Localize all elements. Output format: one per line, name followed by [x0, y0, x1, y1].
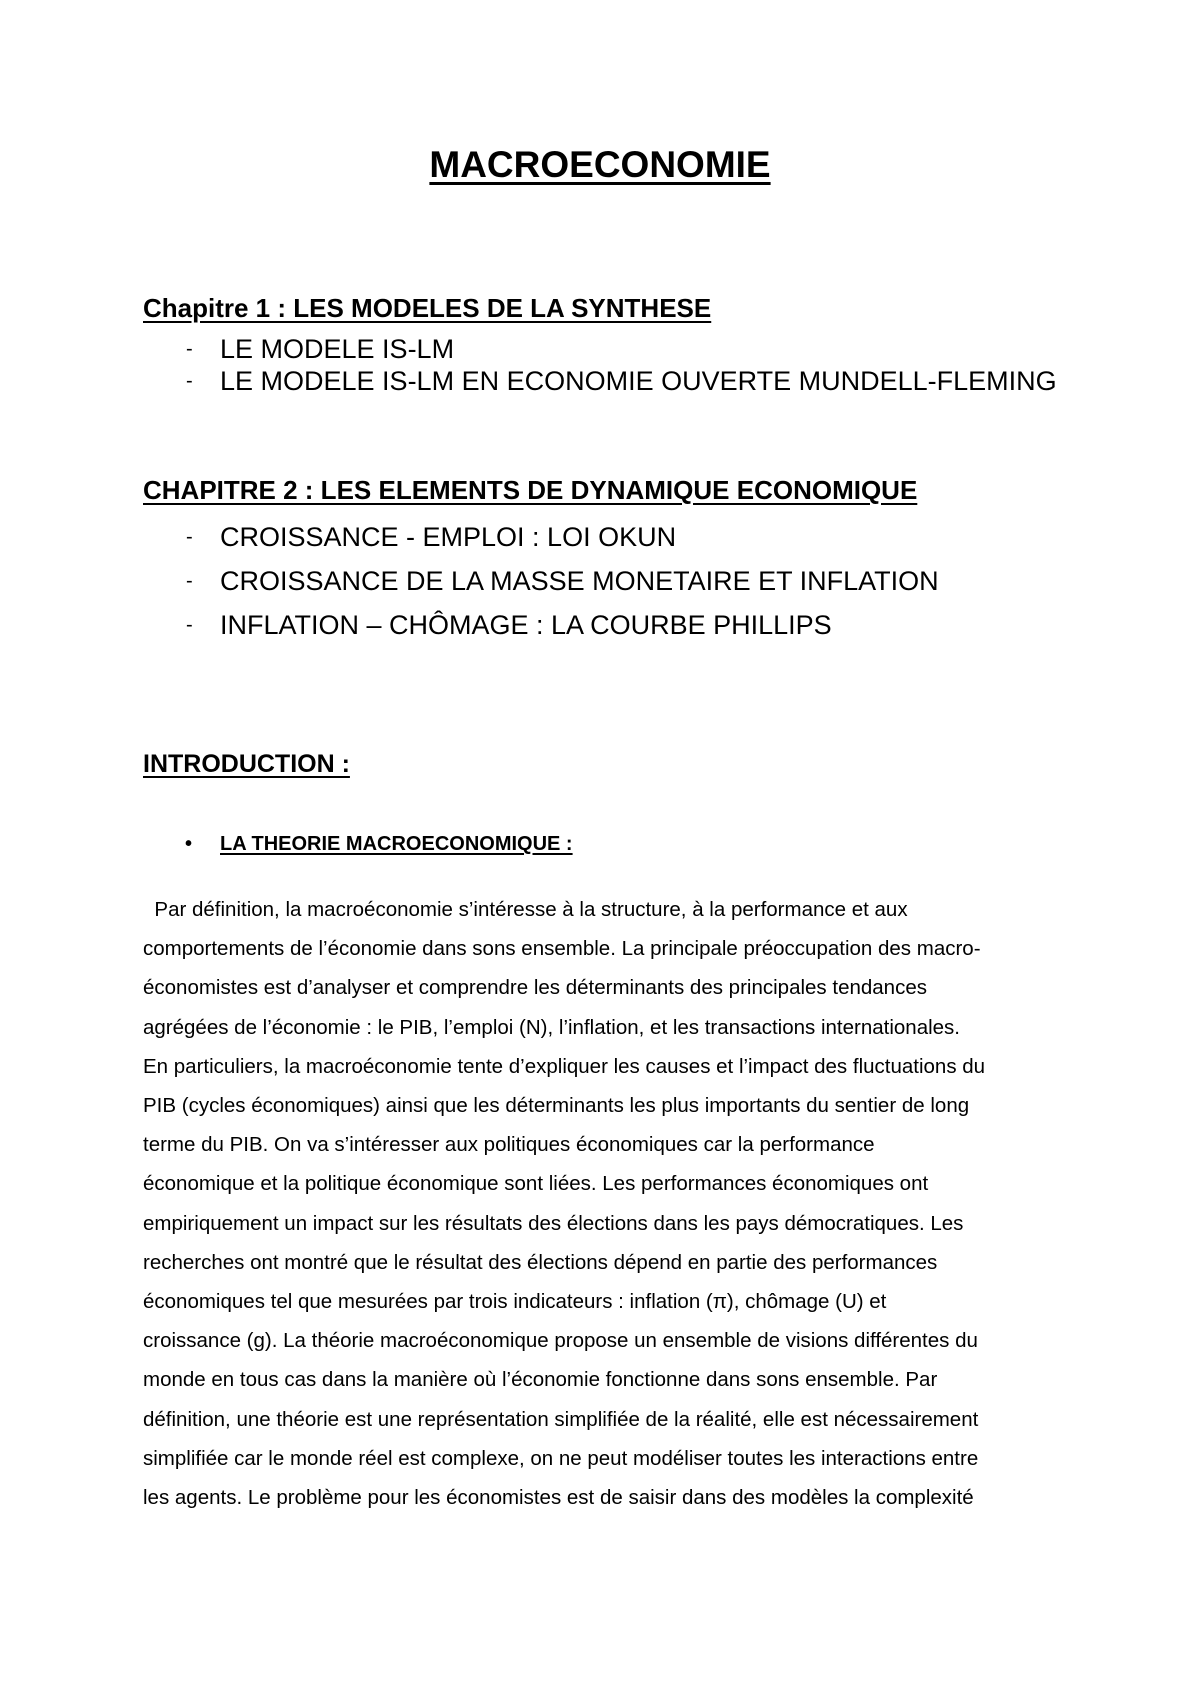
chapter-2-heading: CHAPITRE 2 : LES ELEMENTS DE DYNAMIQUE ECONOMIQUE: [143, 475, 918, 505]
dash-bullet: -: [186, 526, 193, 548]
list-item-text: LE MODELE IS-LM EN ECONOMIE OUVERTE MUNDELL-FLEMING: [220, 366, 1057, 396]
body-line: économiques tel que mesurées par trois indicateurs : inflation (π), chômage (U) et: [143, 1290, 887, 1314]
chapter-1-list: [143, 333, 1100, 397]
body-line: terme du PIB. On va s’intéresser aux politiques économiques car la performance: [143, 1133, 875, 1157]
dash-bullet: -: [186, 338, 193, 360]
introduction-heading: INTRODUCTION :: [143, 750, 350, 778]
subsection-title: LA THEORIE MACROECONOMIQUE :: [220, 833, 573, 855]
document-title: MACROECONOMIE: [429, 144, 771, 185]
body-line: recherches ont montré que le résultat des élections dépend en partie des performances: [143, 1250, 938, 1274]
body-line: comportements de l’économie dans sons ensemble. La principale préoccupation des macro-: [143, 937, 981, 961]
dash-bullet: -: [186, 614, 193, 636]
body-line: PIB (cycles économiques) ainsi que les déterminants les plus importants du sentier de long: [143, 1094, 970, 1118]
list-item-text: LE MODELE IS-LM: [220, 334, 455, 364]
bullet-dot: •: [185, 833, 193, 855]
chapter-1-heading: Chapitre 1 : LES MODELES DE LA SYNTHESE: [143, 293, 712, 323]
body-paragraph: [143, 890, 1068, 1517]
list-item: [143, 365, 1100, 397]
list-item: [143, 565, 939, 597]
body-line: économistes est d’analyser et comprendre les déterminants des principales tendances: [143, 976, 927, 1000]
body-line: empiriquement un impact sur les résultats des élections dans les pays démocratiques. Les: [143, 1211, 964, 1235]
list-item-text: INFLATION – CHÔMAGE : LA COURBE PHILLIPS: [220, 610, 832, 640]
body-line: agrégées de l’économie : le PIB, l’emploi (N), l’inflation, et les transactions internationales.: [143, 1015, 960, 1039]
dash-bullet: -: [186, 570, 193, 592]
list-item: [143, 521, 939, 553]
body-line: En particuliers, la macroéconomie tente d’expliquer les causes et l’impact des fluctuations du: [143, 1054, 986, 1078]
body-line: simplifiée car le monde réel est complexe, on ne peut modéliser toutes les interactions entre: [143, 1446, 979, 1470]
dash-bullet: -: [186, 370, 193, 392]
body-line: économique et la politique économique sont liées. Les performances économiques ont: [143, 1172, 929, 1196]
list-item-text: CROISSANCE DE LA MASSE MONETAIRE ET INFLATION: [220, 566, 939, 596]
body-line: monde en tous cas dans la manière où l’économie fonctionne dans sons ensemble. Par: [143, 1368, 938, 1392]
body-line: les agents. Le problème pour les économistes est de saisir dans des modèles la complexité: [143, 1486, 974, 1510]
body-line: définition, une théorie est une représentation simplifiée de la réalité, elle est nécessairement: [143, 1407, 979, 1431]
body-line: Par définition, la macroéconomie s’intéresse à la structure, à la performance et aux: [143, 898, 908, 921]
list-item-text: CROISSANCE - EMPLOI : LOI OKUN: [220, 522, 677, 552]
body-line: croissance (g). La théorie macroéconomique propose un ensemble de visions différentes du: [143, 1329, 978, 1353]
list-item: [143, 333, 1100, 365]
chapter-2-list: [143, 521, 939, 653]
list-item: [143, 609, 939, 641]
